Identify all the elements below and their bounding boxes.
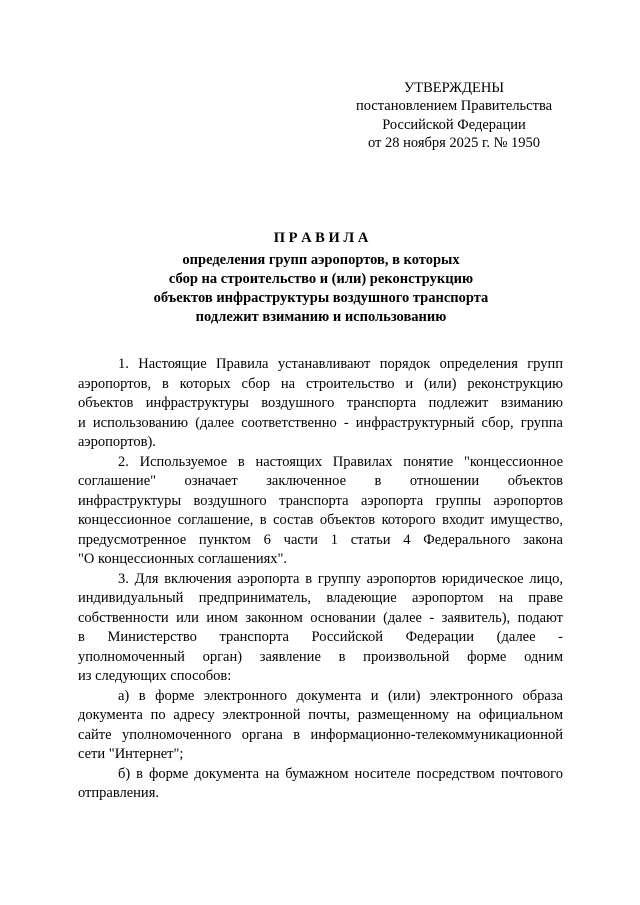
paragraph-line: собственности или ином законном основании (далее - заявитель), подают <box>78 609 563 626</box>
paragraph-3 <box>78 570 563 687</box>
subitem-a <box>78 687 563 765</box>
paragraph-line: уполномоченный орган) заявление в произвольной форме одним <box>78 648 563 665</box>
subtitle-line: объектов инфраструктуры воздушного транспорта <box>153 289 489 306</box>
subtitle-line: сбор на строительство и (или) реконструкцию <box>168 270 474 287</box>
paragraph-line: а) в форме электронного документа и (или) электронного образа <box>118 687 563 704</box>
paragraph-line: и использованию (далее соответственно - инфраструктурный сбор, группа <box>78 414 563 431</box>
document-title: П Р А В И Л А <box>273 229 369 246</box>
approval-line: Российской Федерации <box>382 116 526 133</box>
paragraph-line: в Министерство транспорта Российской Федерации (далее - <box>78 629 563 646</box>
subtitle-line: определения групп аэропортов, в которых <box>182 251 460 268</box>
subtitle-line: подлежит взиманию и использованию <box>195 308 447 325</box>
paragraph-line: предусмотренное пунктом 6 части 1 статьи 4 Федерального закона <box>78 531 563 548</box>
paragraph-line: отправления. <box>78 785 159 802</box>
approval-line: постановлением Правительства <box>355 98 553 115</box>
paragraph-line: 2. Используемое в настоящих Правилах понятие "концессионное <box>118 453 563 470</box>
paragraph-line: 3. Для включения аэропорта в группу аэропортов юридическое лицо, <box>118 570 563 587</box>
paragraph-line: из следующих способов: <box>78 668 232 685</box>
paragraph-line: соглашение" означает заключенное в отношении объектов <box>78 473 563 490</box>
paragraph-line: концессионное соглашение, в состав объектов которого входит имущество, <box>78 512 563 529</box>
paragraph-line: б) в форме документа на бумажном носителе посредством почтового <box>118 765 563 782</box>
approval-date-line: от 28 ноября 2025 г. № 1950 <box>367 135 541 152</box>
paragraph-2 <box>78 453 563 570</box>
paragraph-line: сайте уполномоченного органа в информационно-телекоммуникационной <box>78 726 563 743</box>
approval-title: УТВЕРЖДЕНЫ <box>403 80 505 96</box>
paragraph-line: объектов инфраструктуры воздушного транспорта подлежит взиманию <box>78 395 563 412</box>
paragraph-line: аэропортов, в которых сбор на строительство и (или) реконструкцию <box>78 375 563 392</box>
paragraph-line: документа по адресу электронной почты, размещенному на официальном <box>78 707 563 724</box>
paragraph-line: аэропортов). <box>78 434 156 451</box>
paragraph-line: сети "Интернет"; <box>78 746 184 763</box>
document-subtitle <box>71 251 571 327</box>
paragraph-line: "О концессионных соглашениях". <box>78 551 288 568</box>
paragraph-line: индивидуальный предприниматель, владеющие аэропортом на праве <box>78 590 563 607</box>
approval-stamp <box>324 79 584 153</box>
paragraph-line: 1. Настоящие Правила устанавливают порядок определения групп <box>118 356 563 373</box>
subitem-b <box>78 765 563 804</box>
paragraph-1 <box>78 355 563 453</box>
paragraph-line: инфраструктуры воздушного транспорта аэропорта группы аэропортов <box>78 492 563 509</box>
document-body <box>78 355 563 804</box>
